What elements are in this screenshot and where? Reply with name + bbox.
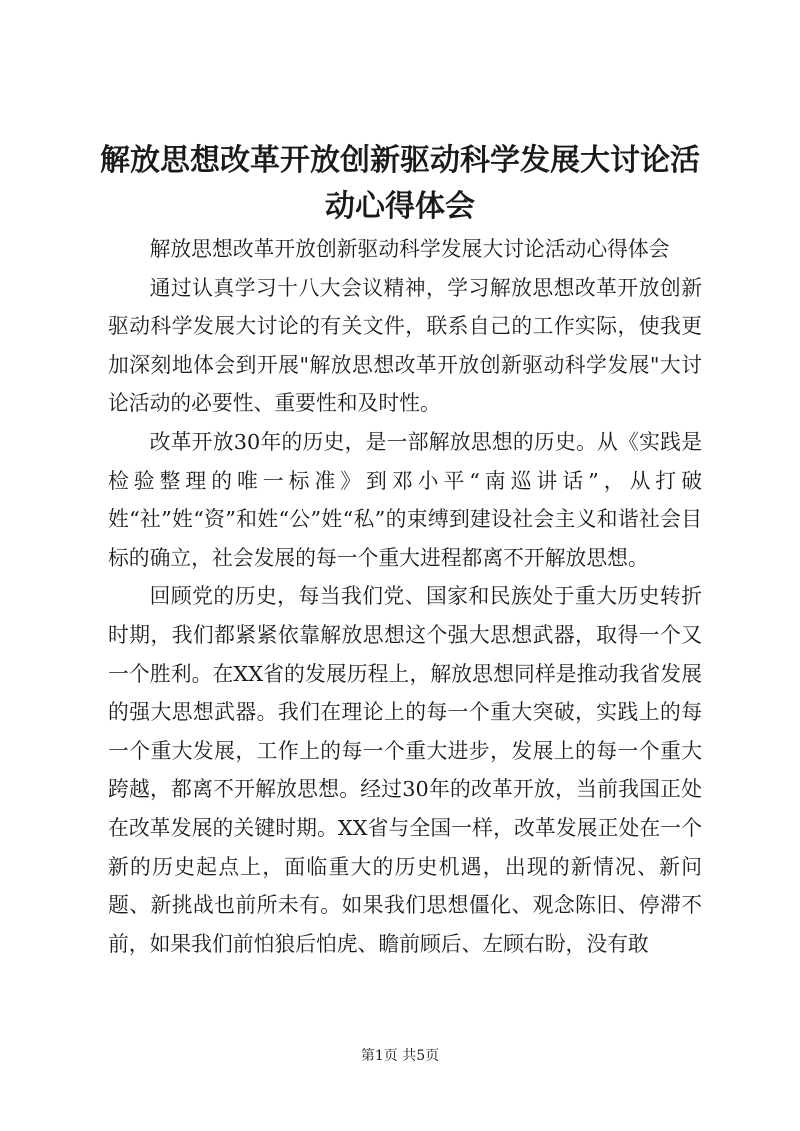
document-body bbox=[108, 230, 702, 963]
paragraph-subtitle: 解放思想改革开放创新驱动科学发展大讨论活动心得体会 bbox=[149, 237, 670, 261]
paragraph-2: 改革开放30年的历史，是一部解放思想的历史。从《实践是检验整理的唯一标准》到邓小平“南巡讲话”，从打破姓“社”姓“资”和姓“公”姓“私”的束缚到建设社会主义和谐社会目标的确立，社会发展的每一个重大进程都离不开解放思想。 bbox=[108, 429, 702, 570]
page-footer: 第1页 共5页 bbox=[360, 1048, 440, 1064]
paragraph-3: 回顾党的历史，每当我们党、国家和民族处于重大历史转折时期，我们都紧紧依靠解放思想这个强大思想武器，取得一个又一个胜利。在XX省的发展历程上，解放思想同样是推动我省发展的强大思想武器。我们在理论上的每一个重大突破，实践上的每一个重大发展，工作上的每一个重大进步，发展上的每一个重大跨越，都离不开解放思想。经过30年的改革开放，当前我国正处在改革发展的关键时期。XX省与全国一样，改革发展正处在一个新的历史起点上，面临重大的历史机遇，出现的新情况、新问题、新挑战也前所未有。如果我们思想僵化、观念陈旧、停滞不前，如果我们前怕狼后怕虎、瞻前顾后、左顾右盼，没有敢 bbox=[108, 584, 702, 956]
paragraph-1: 通过认真学习十八大会议精神，学习解放思想改革开放创新驱动科学发展大讨论的有关文件，联系自己的工作实际，使我更加深刻地体会到开展"解放思想改革开放创新驱动科学发展"大讨论活动的必要性、重要性和及时性。 bbox=[108, 275, 702, 416]
document-title: 解放思想改革开放创新驱动科学发展大讨论活动心得体会 bbox=[100, 143, 700, 224]
